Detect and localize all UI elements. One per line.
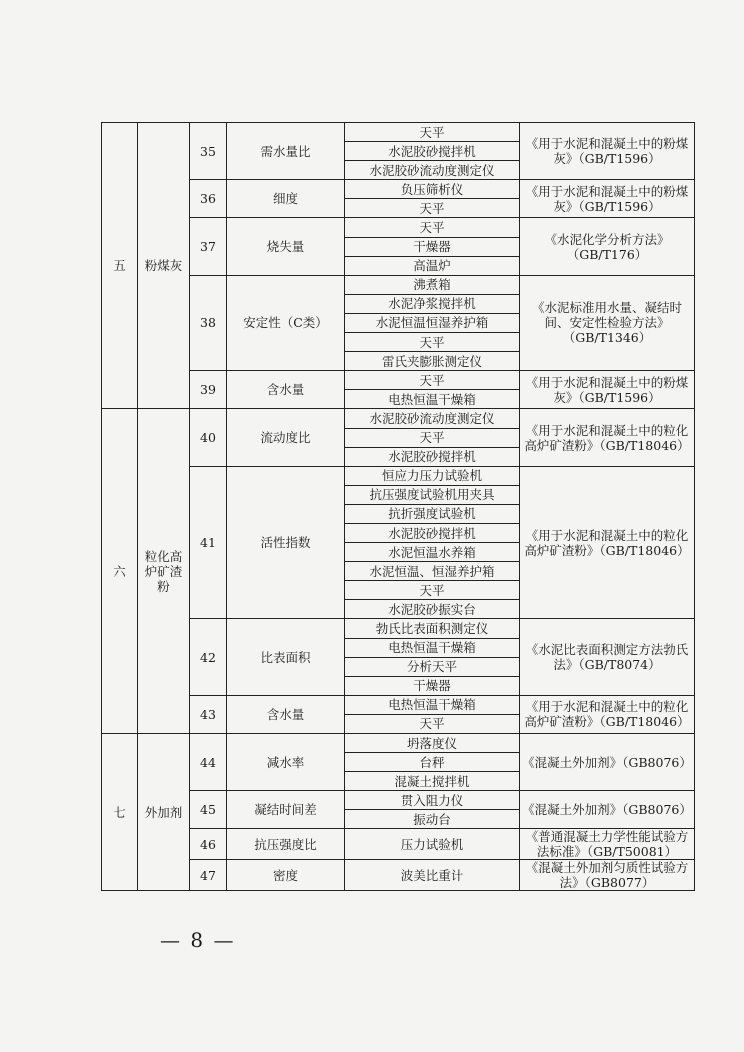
- standard-reference: 《用于水泥和混凝土中的粒化高炉矿渣粉》（GB/T18046）: [520, 466, 695, 619]
- test-parameter: 活性指数: [227, 466, 345, 619]
- equipment-cell: 电热恒温干燥箱: [345, 390, 520, 409]
- category-number: 七: [102, 734, 138, 891]
- equipment-cell: 干燥器: [345, 676, 520, 695]
- test-parameter: 密度: [227, 860, 345, 891]
- equipment-cell: 电热恒温干燥箱: [345, 695, 520, 714]
- item-number: 36: [190, 180, 227, 218]
- equipment-cell: 抗折强度试验机: [345, 504, 520, 523]
- item-number: 47: [190, 860, 227, 891]
- equipment-cell: 天平: [345, 218, 520, 237]
- equipment-cell: 恒应力压力试验机: [345, 466, 520, 485]
- equipment-cell: 天平: [345, 581, 520, 600]
- item-number: 43: [190, 695, 227, 733]
- equipment-cell: 水泥恒温、恒湿养护箱: [345, 562, 520, 581]
- standard-reference: 《水泥标准用水量、凝结时间、安定性检验方法》（GB/T1346）: [520, 275, 695, 370]
- equipment-cell: 水泥胶砂流动度测定仪: [345, 161, 520, 180]
- equipment-cell: 水泥净浆搅拌机: [345, 294, 520, 313]
- standard-reference: 《水泥比表面积测定方法勃氏法》（GB/T8074）: [520, 619, 695, 695]
- equipment-cell: 天平: [345, 371, 520, 390]
- category-number: 五: [102, 123, 138, 409]
- equipment-cell: 水泥胶砂振实台: [345, 600, 520, 619]
- equipment-cell: 台秤: [345, 753, 520, 772]
- test-parameter: 细度: [227, 180, 345, 218]
- equipment-cell: 高温炉: [345, 256, 520, 275]
- category-name: 粒化高炉矿渣粉: [138, 409, 190, 734]
- standard-reference: 《用于水泥和混凝土中的粉煤灰》（GB/T1596）: [520, 123, 695, 180]
- test-parameter: 减水率: [227, 734, 345, 791]
- test-parameter: 需水量比: [227, 123, 345, 180]
- standard-reference: 《用于水泥和混凝土中的粒化高炉矿渣粉》（GB/T18046）: [520, 409, 695, 466]
- equipment-cell: 沸煮箱: [345, 275, 520, 294]
- equipment-cell: 坍落度仪: [345, 734, 520, 753]
- item-number: 39: [190, 371, 227, 409]
- equipment-cell: 天平: [345, 123, 520, 142]
- equipment-cell: 水泥胶砂搅拌机: [345, 447, 520, 466]
- table-row: [102, 371, 695, 390]
- test-parameter: 烧失量: [227, 218, 345, 275]
- test-parameter: 凝结时间差: [227, 791, 345, 829]
- equipment-cell: 天平: [345, 333, 520, 352]
- category-number: 六: [102, 409, 138, 734]
- equipment-cell: 电热恒温干燥箱: [345, 638, 520, 657]
- standard-reference: 《普通混凝土力学性能试验方法标准》（GB/T50081）: [520, 829, 695, 860]
- table-row: [102, 218, 695, 237]
- item-number: 40: [190, 409, 227, 466]
- equipment-cell: 水泥恒温水养箱: [345, 543, 520, 562]
- item-number: 35: [190, 123, 227, 180]
- equipment-cell: 水泥胶砂流动度测定仪: [345, 409, 520, 428]
- table-row: [102, 466, 695, 485]
- table-row: [102, 695, 695, 714]
- test-parameter: 流动度比: [227, 409, 345, 466]
- equipment-cell: 天平: [345, 714, 520, 733]
- equipment-cell: 波美比重计: [345, 860, 520, 891]
- standard-reference: 《水泥化学分析方法》（GB/T176）: [520, 218, 695, 275]
- item-number: 44: [190, 734, 227, 791]
- table-row: [102, 180, 695, 199]
- test-parameter: 安定性（C类）: [227, 275, 345, 370]
- standard-reference: 《混凝土外加剂》（GB8076）: [520, 734, 695, 791]
- equipment-cell: 天平: [345, 428, 520, 447]
- standard-reference: 《混凝土外加剂》（GB8076）: [520, 791, 695, 829]
- equipment-cell: 贯入阻力仪: [345, 791, 520, 810]
- equipment-cell: 雷氏夹膨胀测定仪: [345, 352, 520, 371]
- equipment-cell: 压力试验机: [345, 829, 520, 860]
- equipment-cell: 水泥恒温恒湿养护箱: [345, 313, 520, 332]
- test-parameter: 抗压强度比: [227, 829, 345, 860]
- standard-reference: 《用于水泥和混凝土中的粉煤灰》（GB/T1596）: [520, 371, 695, 409]
- equipment-cell: 勃氏比表面积测定仪: [345, 619, 520, 638]
- equipment-cell: 负压筛析仪: [345, 180, 520, 199]
- table-row: [102, 791, 695, 810]
- equipment-cell: 振动台: [345, 810, 520, 829]
- table-row: [102, 275, 695, 294]
- item-number: 38: [190, 275, 227, 370]
- item-number: 45: [190, 791, 227, 829]
- table-row: [102, 619, 695, 638]
- equipment-cell: 抗压强度试验机用夹具: [345, 485, 520, 504]
- standard-reference: 《混凝土外加剂匀质性试验方法》（GB8077）: [520, 860, 695, 891]
- table-row: [102, 123, 695, 142]
- standard-reference: 《用于水泥和混凝土中的粒化高炉矿渣粉》（GB/T18046）: [520, 695, 695, 733]
- equipment-cell: 分析天平: [345, 657, 520, 676]
- category-name: 粉煤灰: [138, 123, 190, 409]
- test-parameter: 比表面积: [227, 619, 345, 695]
- table-row: [102, 860, 695, 891]
- item-number: 42: [190, 619, 227, 695]
- standards-table: [101, 122, 695, 891]
- test-parameter: 含水量: [227, 371, 345, 409]
- category-name: 外加剂: [138, 734, 190, 891]
- table-row: [102, 409, 695, 428]
- equipment-cell: 水泥胶砂搅拌机: [345, 523, 520, 542]
- table-row: [102, 734, 695, 753]
- equipment-cell: 干燥器: [345, 237, 520, 256]
- table-row: [102, 829, 695, 860]
- item-number: 37: [190, 218, 227, 275]
- item-number: 41: [190, 466, 227, 619]
- page-number: — 8 —: [160, 928, 236, 952]
- equipment-cell: 混凝土搅拌机: [345, 772, 520, 791]
- standard-reference: 《用于水泥和混凝土中的粉煤灰》（GB/T1596）: [520, 180, 695, 218]
- equipment-cell: 天平: [345, 199, 520, 218]
- test-parameter: 含水量: [227, 695, 345, 733]
- item-number: 46: [190, 829, 227, 860]
- equipment-cell: 水泥胶砂搅拌机: [345, 142, 520, 161]
